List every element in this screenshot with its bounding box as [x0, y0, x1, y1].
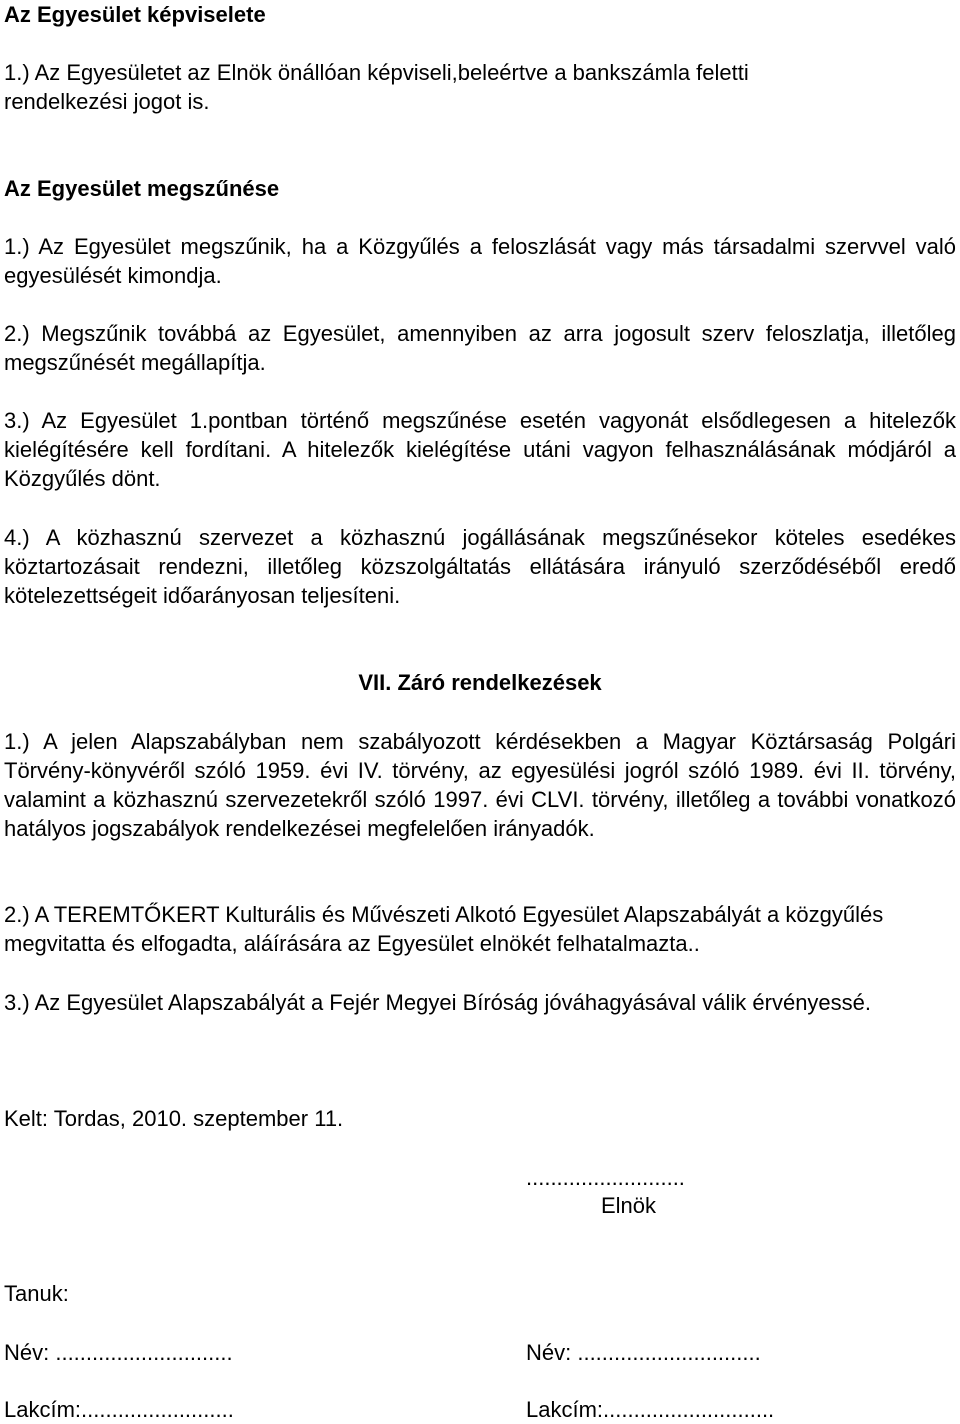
- paragraph: 3.) Az Egyesület 1.pontban történő megszűnése esetén vagyonát elsődlegesen a hitelezők kielégítésére kell fordítani. A hitelezők kielégítése utáni vagyon felhasználásának módjáról a Közgyűlés dönt.: [4, 408, 956, 491]
- closing-heading-block: [4, 668, 956, 697]
- section-heading: Az Egyesület képviselete: [4, 2, 266, 27]
- paragraph: 1.) Az Egyesületet az Elnök önállóan képviseli,beleértve a bankszámla feletti rendelkezési jogot is.: [4, 60, 749, 114]
- dissolution-paragraph-1: [4, 232, 956, 290]
- section-heading: Az Egyesület megszűnése: [4, 176, 280, 201]
- witnesses-label-block: [4, 1279, 956, 1308]
- paragraph: 4.) A közhasznú szervezet a közhasznú jogállásának megszűnésekor köteles esedékes köztartozásait rendezni, illetőleg közszolgáltatás ellátására irányuló szerződéséből eredő kötelezettségeit időarányosan teljesíteni.: [4, 525, 956, 608]
- closing-paragraph-2: [4, 900, 956, 958]
- paragraph: 2.) A TEREMTŐKERT Kulturális és Művészeti Alkotó Egyesület Alapszabályát a közgyűlés megvitatta és elfogadta, aláírására az Egyesület elnökét felhatalmazta..: [4, 902, 884, 956]
- date-line: [4, 1104, 956, 1133]
- signature-line: ..........................: [526, 1165, 685, 1190]
- witness-right-name: Név: ..............................: [526, 1340, 761, 1365]
- closing-paragraph-3: [4, 988, 956, 1017]
- signature-role: Elnök: [601, 1193, 657, 1218]
- witness-left-address: Lakcím:.........................: [4, 1397, 234, 1422]
- dissolution-paragraph-2: [4, 319, 956, 377]
- paragraph: 2.) Megszűnik továbbá az Egyesület, amennyiben az arra jogosult szerv feloszlatja, illetőleg megszűnését megállapítja.: [4, 321, 956, 375]
- witness-right-address: Lakcím:............................: [526, 1397, 775, 1422]
- witness-left-name: Név: .............................: [4, 1340, 233, 1365]
- closing-paragraph-1: [4, 727, 956, 843]
- dated-text: Kelt: Tordas, 2010. szeptember 11.: [4, 1106, 344, 1131]
- dissolution-paragraph-3: [4, 406, 956, 493]
- representation-section: [4, 0, 956, 29]
- representation-paragraph-1: [4, 58, 956, 116]
- dissolution-paragraph-4: [4, 523, 956, 610]
- section-heading: VII. Záró rendelkezések: [358, 670, 602, 695]
- dissolution-heading-block: [4, 174, 956, 203]
- witnesses-label: Tanuk:: [4, 1281, 69, 1306]
- paragraph: 1.) Az Egyesület megszűnik, ha a Közgyűlés a feloszlását vagy más társadalmi szervvel való egyesülését kimondja.: [4, 234, 956, 288]
- paragraph: 3.) Az Egyesület Alapszabályát a Fejér Megyei Bíróság jóváhagyásával válik érvényessé.: [4, 990, 872, 1015]
- paragraph: 1.) A jelen Alapszabályban nem szabályozott kérdésekben a Magyar Köztársaság Polgári Törvény-könyvéről szóló 1959. évi IV. törvény, az egyesülési jogról szóló 1989. évi II. törvény, valamint a közhasznú szervezetekről szóló 1997. évi CLVI. törvény, illetőleg a további vonatkozó hatályos jogszabályok rendelkezései megfelelően irányadók.: [4, 729, 956, 841]
